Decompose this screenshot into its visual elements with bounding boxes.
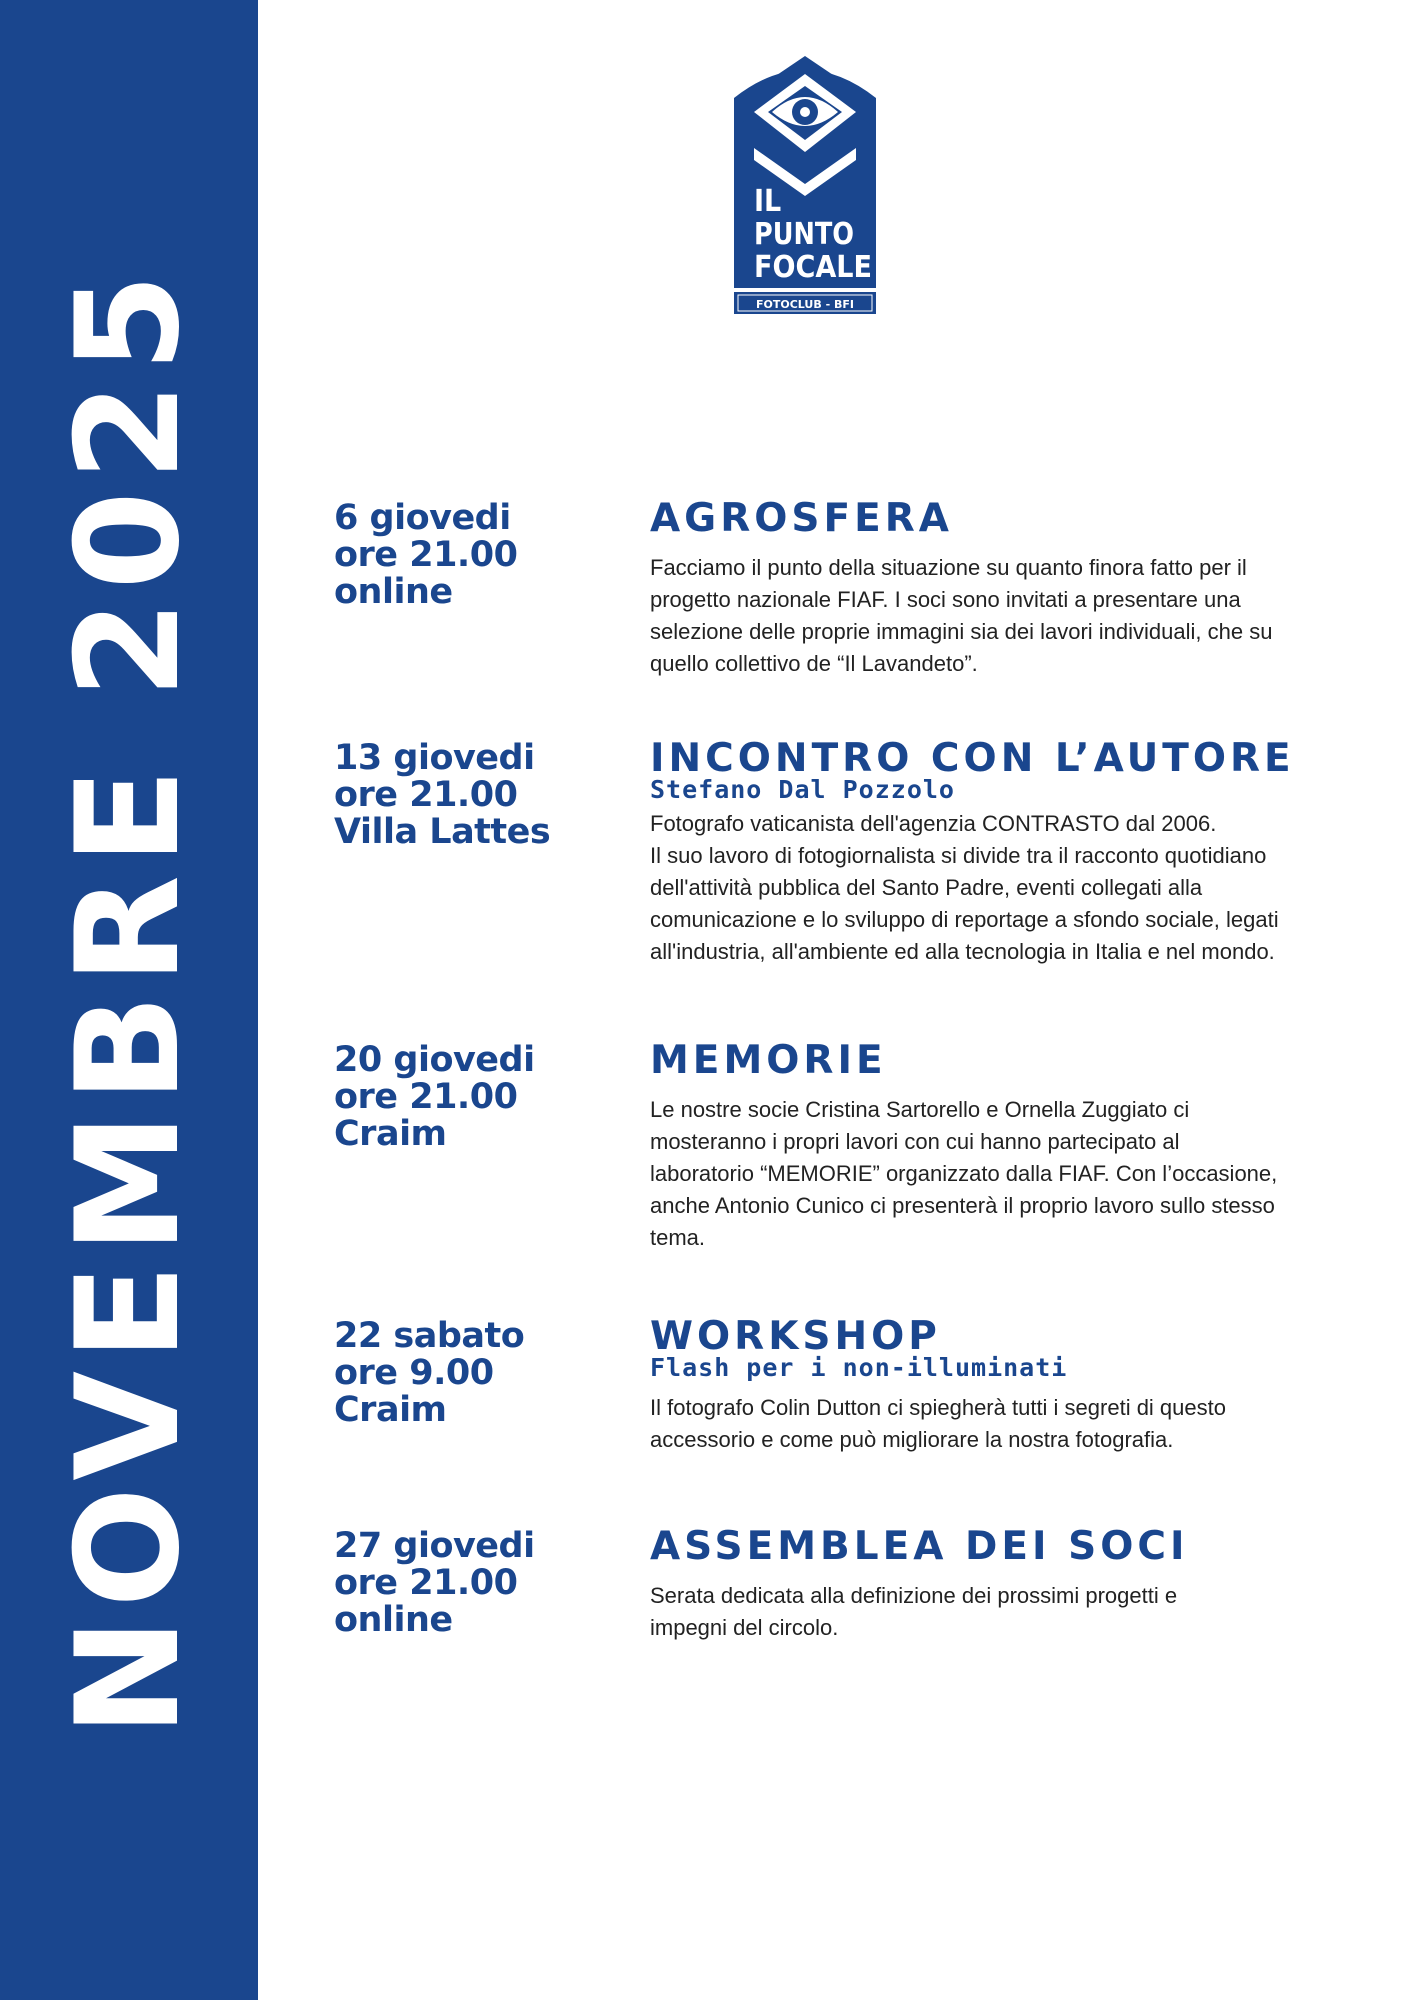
description-line: all'industria, all'ambiente ed alla tecnologia in Italia e nel mondo. xyxy=(650,939,1275,964)
event-content xyxy=(650,1524,1374,1644)
description-line: progetto nazionale FIAF. I soci sono invitati a presentare una xyxy=(650,587,1241,612)
description-line: impegni del circolo. xyxy=(650,1615,839,1640)
event-day: 6 giovedi xyxy=(334,498,511,538)
event-day: 13 giovedi xyxy=(334,738,535,778)
description-line: Fotografo vaticanista dell'agenzia CONTRASTO dal 2006. xyxy=(650,811,1217,836)
description-line: accessorio e come può migliorare la nostra fotografia. xyxy=(650,1427,1174,1452)
event-day: 22 sabato xyxy=(334,1316,525,1356)
description-line: tema. xyxy=(650,1225,706,1250)
event-content xyxy=(650,496,1374,680)
description-line: comunicazione e lo sviluppo di reportage a sfondo sociale, legati xyxy=(650,907,1279,932)
event-title: ASSEMBLEA DEI SOCI xyxy=(650,1524,1189,1569)
description-line: mosteranno i propri lavori con cui hanno partecipato al xyxy=(650,1129,1180,1154)
description-line: Serata dedicata alla definizione dei prossimi progetti e xyxy=(650,1583,1178,1608)
description-line: Le nostre socie Cristina Sartorello e Ornella Zuggiato ci xyxy=(650,1097,1190,1122)
event-place: Craim xyxy=(334,1390,447,1430)
event-description xyxy=(650,1392,1374,1456)
description-line: anche Antonio Cunico ci presenterà il proprio lavoro sullo stesso xyxy=(650,1193,1275,1218)
event-content xyxy=(650,1314,1374,1456)
logo-line3: FOCALE xyxy=(754,250,872,285)
event-place: online xyxy=(334,1600,453,1640)
event-place: Craim xyxy=(334,1114,447,1154)
description-line: Facciamo il punto della situazione su quanto finora fatto per il xyxy=(650,555,1247,580)
logo-tagline: FOTOCLUB - BFI xyxy=(756,298,854,311)
event-time: ore 21.00 xyxy=(334,1077,518,1117)
event-when xyxy=(334,500,614,611)
event-subtitle: Flash per i non-illuminati xyxy=(650,1353,1068,1382)
event-title: MEMORIE xyxy=(650,1038,887,1083)
event-description xyxy=(650,1094,1374,1254)
event-content xyxy=(650,1038,1374,1254)
event-description xyxy=(650,1580,1374,1644)
event-title: AGROSFERA xyxy=(650,496,953,541)
description-line: laboratorio “MEMORIE” organizzato dalla FIAF. Con l’occasione, xyxy=(650,1161,1278,1186)
event-description xyxy=(650,808,1374,968)
description-line: dell'attività pubblica del Santo Padre, eventi collegati alla xyxy=(650,875,1203,900)
month-sidebar xyxy=(0,0,258,2000)
event-when xyxy=(334,1042,614,1153)
event-description xyxy=(650,552,1374,680)
event-time: ore 21.00 xyxy=(334,535,518,575)
month-title: NOVEMBRE 2025 xyxy=(46,263,211,1737)
description-line: quello collettivo de “Il Lavandeto”. xyxy=(650,651,978,676)
event-content xyxy=(650,736,1374,968)
description-line: selezione delle proprie immagini sia dei lavori individuali, che su xyxy=(650,619,1273,644)
event-subtitle: Stefano Dal Pozzolo xyxy=(650,775,955,804)
logo-line2: PUNTO xyxy=(754,217,854,252)
event-when xyxy=(334,740,614,851)
event-when xyxy=(334,1528,614,1639)
event-time: ore 9.00 xyxy=(334,1353,494,1393)
event-day: 27 giovedi xyxy=(334,1526,535,1566)
event-place: online xyxy=(334,572,453,612)
event-when xyxy=(334,1318,614,1429)
club-logo xyxy=(734,56,876,318)
event-place: Villa Lattes xyxy=(334,812,551,852)
description-line: Il suo lavoro di fotogiornalista si divide tra il racconto quotidiano xyxy=(650,843,1267,868)
event-day: 20 giovedi xyxy=(334,1040,535,1080)
event-title: WORKSHOP xyxy=(650,1314,941,1359)
event-title: INCONTRO CON L’AUTORE xyxy=(650,736,1295,781)
logo-emblem xyxy=(734,56,876,318)
logo-line1: IL xyxy=(754,184,782,219)
description-line: Il fotografo Colin Dutton ci spiegherà tutti i segreti di questo xyxy=(650,1395,1226,1420)
event-time: ore 21.00 xyxy=(334,775,518,815)
event-time: ore 21.00 xyxy=(334,1563,518,1603)
